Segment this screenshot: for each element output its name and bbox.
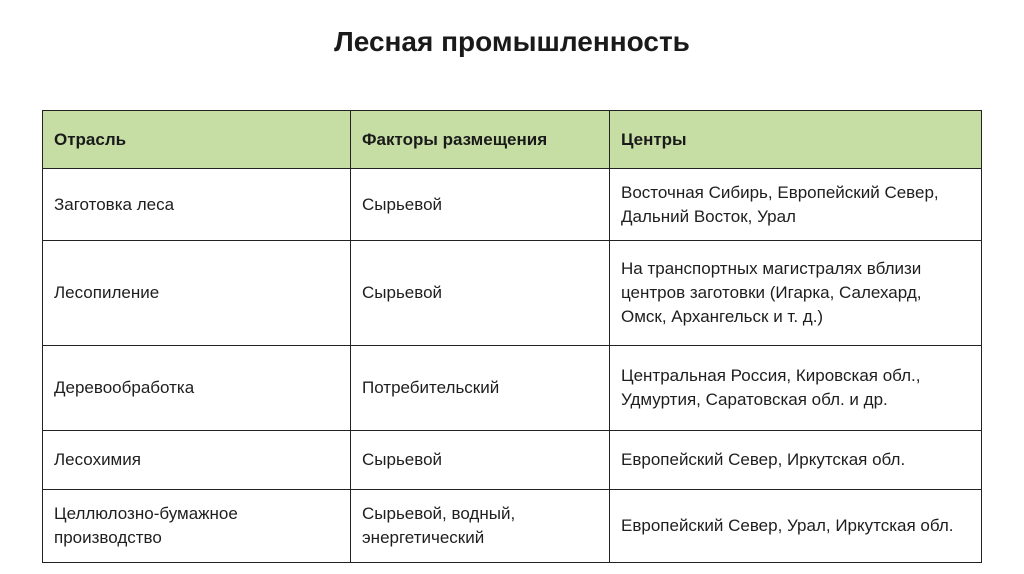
table-row <box>43 241 982 346</box>
table-header-row <box>43 111 982 169</box>
cell-branch: Лесохимия <box>43 431 351 490</box>
table-row <box>43 431 982 490</box>
cell-factors: Сырьевой <box>351 431 610 490</box>
header-factors: Факторы размещения <box>351 111 610 169</box>
industry-table-container <box>42 110 981 563</box>
cell-centers: На транспортных магистралях вблизи центров заготовки (Игарка, Салехард, Омск, Архангельск и т. д.) <box>610 241 982 346</box>
cell-centers: Центральная Россия, Кировская обл., Удмуртия, Саратовская обл. и др. <box>610 346 982 431</box>
cell-centers: Европейский Север, Иркутская обл. <box>610 431 982 490</box>
cell-centers: Восточная Сибирь, Европейский Север, Дальний Восток, Урал <box>610 169 982 241</box>
cell-centers: Европейский Север, Урал, Иркутская обл. <box>610 490 982 563</box>
industry-table <box>42 110 982 563</box>
cell-branch: Заготовка леса <box>43 169 351 241</box>
table-row <box>43 490 982 563</box>
table-row <box>43 169 982 241</box>
cell-factors: Сырьевой <box>351 169 610 241</box>
header-centers: Центры <box>610 111 982 169</box>
cell-branch: Лесопиление <box>43 241 351 346</box>
page-title: Лесная промышленность <box>334 26 690 57</box>
cell-factors: Сырьевой, водный, энергетический <box>351 490 610 563</box>
cell-branch: Целлюлозно-бумажное производство <box>43 490 351 563</box>
cell-factors: Потребительский <box>351 346 610 431</box>
cell-branch: Деревообработка <box>43 346 351 431</box>
table-row <box>43 346 982 431</box>
header-branch: Отрасль <box>43 111 351 169</box>
cell-factors: Сырьевой <box>351 241 610 346</box>
